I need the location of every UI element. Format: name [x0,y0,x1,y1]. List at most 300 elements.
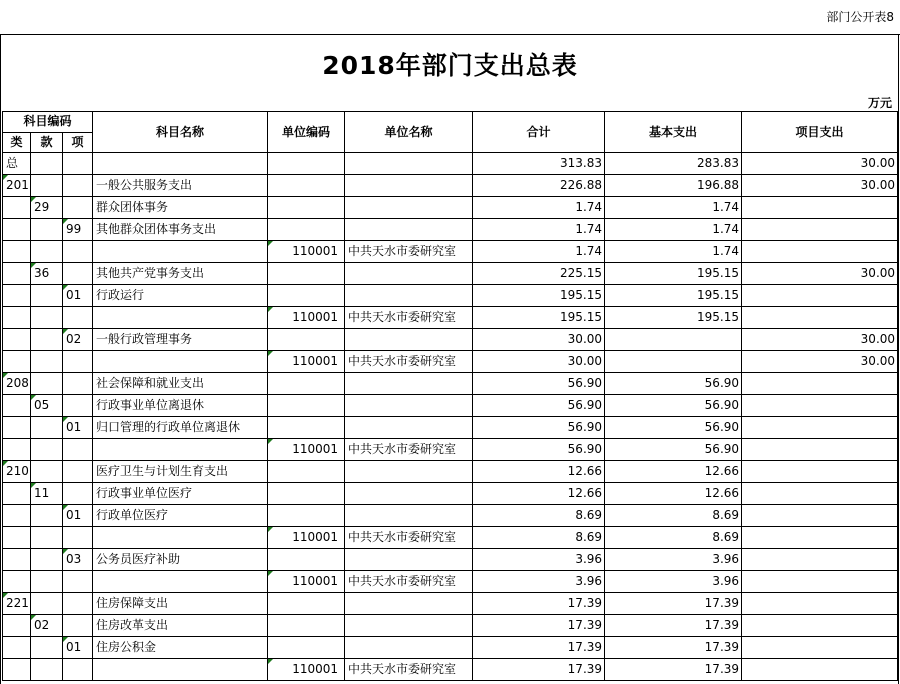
cell-marker-icon [31,395,36,400]
unit-label: 万元 [867,96,892,110]
cell-basic [605,373,742,395]
cell-subject-name [93,153,268,175]
cell-basic-text: 17.39 [704,640,740,654]
cell-unit-code [268,175,345,197]
cell-unit-code [268,329,345,351]
cell-lei [3,197,31,219]
cell-project [742,615,898,637]
cell-unit-code [268,549,345,571]
cell-basic [605,637,742,659]
cell-subject-name [93,307,268,329]
cell-xiang [63,417,93,439]
table-row [3,329,898,351]
cell-marker-icon [31,197,36,202]
cell-total-text: 3.96 [575,552,603,566]
cell-subject-name [93,175,268,197]
cell-unit-name [345,373,473,395]
cell-unit-name [345,417,473,439]
table-row [3,615,898,637]
cell-subject-name-text: 行政事业单位离退休 [96,398,205,412]
cell-marker-icon [63,285,68,290]
cell-lei [3,395,31,417]
cell-unit-code-text: 110001 [292,354,339,368]
cell-subject-name [93,637,268,659]
cell-marker-icon [63,505,68,510]
cell-xiang [63,527,93,549]
header-total: 合计 [473,112,605,153]
cell-unit-name-text: 中共天水市委研究室 [348,662,457,676]
cell-unit-code [268,527,345,549]
cell-xiang [63,505,93,527]
cell-unit-name [345,285,473,307]
cell-subject-name-text: 群众团体事务 [96,200,169,214]
cell-kuan-text: 11 [34,486,50,500]
cell-xiang [63,571,93,593]
table-row [3,395,898,417]
table-row [3,153,898,175]
cell-kuan-text: 29 [34,200,50,214]
cell-subject-name-text: 一般行政管理事务 [96,332,193,346]
cell-unit-name [345,351,473,373]
cell-basic-text: 195.15 [697,266,740,280]
cell-xiang [63,615,93,637]
cell-basic [605,351,742,373]
cell-lei [3,351,31,373]
cell-marker-icon [268,307,273,312]
table-row [3,505,898,527]
cell-total-text: 17.39 [567,618,603,632]
cell-basic-text: 17.39 [704,618,740,632]
cell-project [742,659,898,681]
cell-kuan [31,373,63,395]
cell-unit-name [345,263,473,285]
cell-total [473,439,605,461]
cell-total [473,615,605,637]
cell-project [742,329,898,351]
cell-project [742,351,898,373]
cell-basic [605,417,742,439]
cell-total-text: 1.74 [575,222,603,236]
cell-unit-code [268,417,345,439]
cell-total-text: 195.15 [560,310,603,324]
cell-subject-name [93,483,268,505]
cell-total-text: 56.90 [567,442,603,456]
cell-kuan [31,285,63,307]
table-row [3,593,898,615]
table-body [3,153,898,681]
cell-basic [605,593,742,615]
cell-lei [3,659,31,681]
cell-total [473,461,605,483]
cell-project [742,483,898,505]
cell-basic [605,461,742,483]
cell-subject-name [93,593,268,615]
cell-basic-text: 1.74 [712,200,740,214]
cell-unit-name [345,329,473,351]
cell-project [742,637,898,659]
cell-subject-name-text: 住房保障支出 [96,596,169,610]
cell-marker-icon [3,593,8,598]
cell-basic [605,483,742,505]
cell-kuan-text: 02 [34,618,50,632]
cell-total-text: 1.74 [575,244,603,258]
cell-subject-name [93,351,268,373]
cell-marker-icon [268,527,273,532]
cell-kuan [31,417,63,439]
cell-subject-name [93,417,268,439]
cell-total-text: 195.15 [560,288,603,302]
cell-total [473,395,605,417]
table-row [3,439,898,461]
cell-unit-name [345,461,473,483]
cell-lei [3,241,31,263]
cell-marker-icon [3,373,8,378]
cell-xiang-text: 03 [66,552,82,566]
table-row [3,263,898,285]
cell-basic-text: 3.96 [712,574,740,588]
cell-unit-name [345,527,473,549]
cell-project [742,527,898,549]
right-border [898,34,899,684]
cell-basic-text: 12.66 [704,464,740,478]
expenditure-table [2,111,898,681]
cell-lei [3,593,31,615]
cell-project-text: 30.00 [860,156,896,170]
cell-project [742,461,898,483]
cell-subject-name [93,549,268,571]
cell-xiang-text: 01 [66,420,82,434]
header-unit-code: 单位编码 [268,112,345,153]
cell-lei [3,439,31,461]
cell-lei [3,615,31,637]
sheet-number: 部门公开表8 [826,10,894,24]
cell-xiang-text: 99 [66,222,82,236]
cell-total [473,417,605,439]
cell-kuan [31,263,63,285]
cell-total-text: 17.39 [567,596,603,610]
cell-basic-text: 8.69 [712,508,740,522]
cell-xiang [63,153,93,175]
cell-lei [3,571,31,593]
cell-kuan [31,505,63,527]
cell-project [742,373,898,395]
cell-unit-name [345,153,473,175]
cell-unit-code [268,615,345,637]
cell-unit-code-text: 110001 [292,662,339,676]
cell-unit-name-text: 中共天水市委研究室 [348,574,457,588]
cell-marker-icon [268,351,273,356]
cell-total [473,153,605,175]
cell-kuan [31,439,63,461]
cell-subject-name-text: 行政事业单位医疗 [96,486,193,500]
cell-marker-icon [3,175,8,180]
cell-xiang [63,197,93,219]
cell-subject-name [93,263,268,285]
left-border [0,34,1,684]
cell-project-text: 30.00 [860,354,896,368]
cell-basic-text: 17.39 [704,596,740,610]
cell-total-text: 30.00 [567,354,603,368]
cell-kuan [31,461,63,483]
cell-subject-name [93,373,268,395]
cell-total-text: 17.39 [567,662,603,676]
cell-kuan [31,637,63,659]
cell-kuan [31,197,63,219]
cell-total-text: 56.90 [567,376,603,390]
cell-marker-icon [63,549,68,554]
cell-project [742,263,898,285]
cell-marker-icon [31,483,36,488]
cell-project [742,197,898,219]
cell-subject-name [93,219,268,241]
cell-basic-text: 56.90 [704,442,740,456]
cell-total [473,571,605,593]
cell-total-text: 8.69 [575,508,603,522]
cell-lei [3,527,31,549]
cell-lei [3,285,31,307]
cell-subject-name-text: 其他群众团体事务支出 [96,222,217,236]
cell-marker-icon [268,659,273,664]
cell-basic-text: 195.15 [697,310,740,324]
cell-xiang [63,263,93,285]
cell-project-text: 30.00 [860,178,896,192]
cell-total-text: 225.15 [560,266,603,280]
cell-unit-name [345,615,473,637]
cell-unit-name [345,439,473,461]
cell-subject-name-text: 其他共产党事务支出 [96,266,205,280]
cell-kuan [31,659,63,681]
cell-kuan [31,593,63,615]
cell-project-text: 30.00 [860,266,896,280]
cell-total [473,285,605,307]
cell-lei-text: 210 [6,464,29,478]
cell-basic [605,307,742,329]
cell-subject-name-text: 行政单位医疗 [96,508,169,522]
cell-kuan [31,153,63,175]
cell-kuan [31,241,63,263]
cell-unit-name [345,175,473,197]
cell-total-text: 226.88 [560,178,603,192]
table-row [3,219,898,241]
cell-project [742,593,898,615]
cell-basic-text: 56.90 [704,376,740,390]
cell-kuan [31,615,63,637]
cell-project [742,439,898,461]
cell-basic [605,329,742,351]
cell-basic [605,439,742,461]
cell-basic [605,505,742,527]
cell-lei [3,307,31,329]
cell-unit-name-text: 中共天水市委研究室 [348,354,457,368]
cell-xiang [63,659,93,681]
cell-project [742,549,898,571]
cell-unit-code [268,373,345,395]
cell-total [473,241,605,263]
cell-basic-text: 56.90 [704,398,740,412]
cell-project [742,417,898,439]
cell-kuan [31,219,63,241]
cell-subject-name [93,615,268,637]
table-row [3,659,898,681]
cell-unit-name-text: 中共天水市委研究室 [348,442,457,456]
header-kuan: 款 [31,132,63,153]
cell-kuan [31,351,63,373]
table-row [3,175,898,197]
cell-subject-name [93,527,268,549]
cell-total-text: 8.69 [575,530,603,544]
cell-unit-code-text: 110001 [292,574,339,588]
cell-unit-name [345,593,473,615]
cell-project [742,505,898,527]
cell-marker-icon [63,329,68,334]
cell-marker-icon [268,571,273,576]
cell-total-text: 313.83 [560,156,603,170]
header-subject-name: 科目名称 [93,112,268,153]
cell-basic [605,241,742,263]
cell-total [473,263,605,285]
cell-project [742,219,898,241]
cell-kuan [31,527,63,549]
cell-unit-name [345,659,473,681]
cell-kuan [31,483,63,505]
cell-xiang-text: 01 [66,288,82,302]
cell-unit-code [268,461,345,483]
cell-xiang [63,307,93,329]
cell-total [473,329,605,351]
cell-unit-name [345,219,473,241]
cell-unit-name-text: 中共天水市委研究室 [348,530,457,544]
cell-basic [605,175,742,197]
cell-xiang-text: 01 [66,640,82,654]
cell-unit-code [268,197,345,219]
cell-xiang [63,373,93,395]
cell-unit-code [268,483,345,505]
cell-subject-name [93,571,268,593]
cell-unit-name [345,483,473,505]
cell-lei [3,329,31,351]
cell-xiang-text: 02 [66,332,82,346]
cell-lei [3,219,31,241]
cell-lei [3,505,31,527]
cell-unit-name [345,637,473,659]
cell-marker-icon [268,241,273,246]
cell-unit-name [345,549,473,571]
cell-project [742,571,898,593]
cell-subject-name-text: 行政运行 [96,288,145,302]
cell-lei-text: 221 [6,596,29,610]
cell-unit-code-text: 110001 [292,244,339,258]
cell-subject-name-text: 社会保障和就业支出 [96,376,205,390]
cell-total-text: 3.96 [575,574,603,588]
cell-total [473,505,605,527]
header-xiang: 项 [63,132,93,153]
cell-kuan-text: 05 [34,398,50,412]
cell-total [473,175,605,197]
cell-basic-text: 1.74 [712,244,740,258]
cell-lei-text: 201 [6,178,29,192]
cell-unit-name [345,571,473,593]
cell-lei-text: 208 [6,376,29,390]
table-row [3,571,898,593]
cell-unit-code [268,241,345,263]
cell-total [473,549,605,571]
cell-basic-text: 283.83 [697,156,740,170]
table-row [3,373,898,395]
cell-xiang [63,637,93,659]
cell-total [473,307,605,329]
cell-total-text: 56.90 [567,398,603,412]
table-row [3,351,898,373]
cell-xiang [63,351,93,373]
top-border [0,34,900,35]
table-row [3,197,898,219]
cell-total [473,659,605,681]
table-row [3,417,898,439]
cell-project [742,395,898,417]
cell-unit-code [268,307,345,329]
cell-unit-name [345,241,473,263]
cell-unit-name-text: 中共天水市委研究室 [348,310,457,324]
cell-basic-text: 3.96 [712,552,740,566]
cell-unit-code-text: 110001 [292,530,339,544]
cell-xiang [63,285,93,307]
table-row [3,307,898,329]
cell-basic [605,395,742,417]
cell-xiang [63,549,93,571]
cell-marker-icon [63,637,68,642]
cell-total [473,197,605,219]
cell-marker-icon [31,615,36,620]
cell-unit-code [268,351,345,373]
table-row [3,285,898,307]
table-row [3,461,898,483]
cell-total [473,527,605,549]
cell-xiang [63,439,93,461]
cell-total [473,351,605,373]
cell-basic [605,659,742,681]
cell-xiang [63,175,93,197]
cell-basic-text: 12.66 [704,486,740,500]
cell-total-text: 12.66 [567,486,603,500]
cell-basic-text: 195.15 [697,288,740,302]
cell-project [742,175,898,197]
cell-lei [3,417,31,439]
cell-unit-name [345,307,473,329]
cell-basic [605,615,742,637]
cell-lei [3,483,31,505]
cell-subject-name-text: 住房改革支出 [96,618,169,632]
header-project: 项目支出 [742,112,898,153]
table-row [3,527,898,549]
cell-lei [3,461,31,483]
cell-marker-icon [63,417,68,422]
cell-project [742,153,898,175]
cell-subject-name-text: 一般公共服务支出 [96,178,193,192]
cell-project [742,285,898,307]
cell-unit-name [345,395,473,417]
cell-unit-code [268,571,345,593]
cell-total-text: 30.00 [567,332,603,346]
cell-total [473,483,605,505]
cell-total-text: 17.39 [567,640,603,654]
cell-subject-name [93,505,268,527]
cell-unit-code-text: 110001 [292,442,339,456]
cell-unit-code [268,153,345,175]
cell-marker-icon [268,439,273,444]
cell-lei-text: 总 [6,156,19,170]
cell-kuan [31,549,63,571]
cell-unit-code [268,219,345,241]
